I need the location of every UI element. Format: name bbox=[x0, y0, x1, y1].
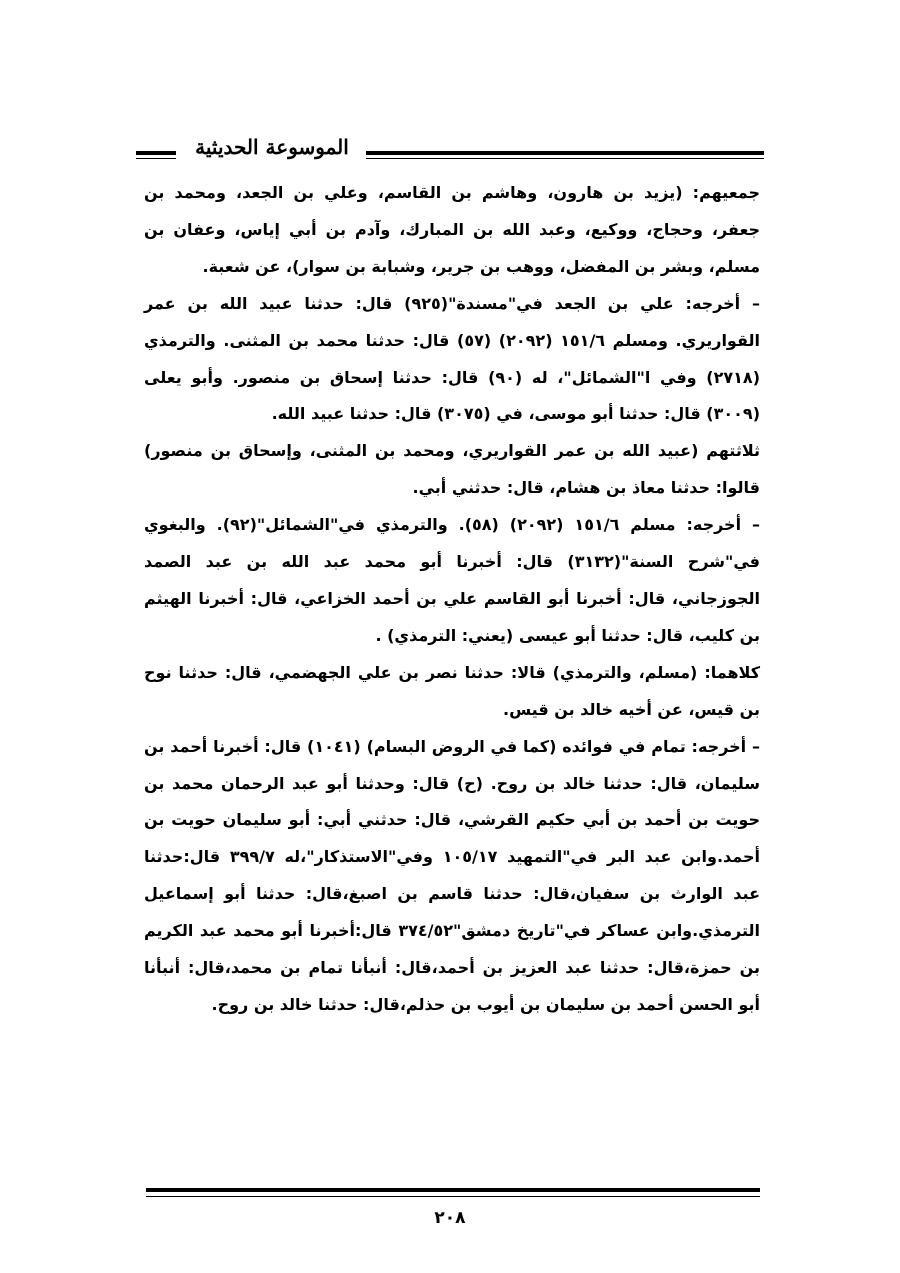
paragraph: – أخرجه: مسلم ١٥١/٦ (٢٠٩٢) (٥٨). والترمذي في"الشمائل"(٩٢). والبغوي في"شرح السنة"(٣١٣٢) قال: أخبرنا أبو محمد عبد الله بن عبد الصمد الجوزجاني، قال: أخبرنا أبو القاسم علي بن أحمد الخزاعي، قال: أخبرنا الهيثم بن كليب، قال: حدثنا أبو عيسى (يعني: الترمذي) . bbox=[144, 515, 761, 645]
header-rule-right bbox=[366, 151, 764, 155]
paragraph: – أخرجه: تمام في فوائده (كما في الروض البسام) (١٠٤١) قال: أخبرنا أحمد بن سليمان، قال: حدثنا خالد بن روح. (ح) قال: وحدثنا أبو عبد الرحمان محمد بن حويت بن أحمد بن أبي حكيم القرشي، قال: حدثني أبي: أبو سليمان حويت بن أحمد.وابن عبد البر في"التمهيد ١٠٥/١٧ وفي"الاستذكار"،له ٣٩٩/٧ قال:حدثنا عبد الوارث بن سفيان،قال: حدثنا قاسم بن اصبغ،قال: حدثنا أبو إسماعيل الترمذي.وابن عساكر في"تاريخ دمشق"٣٧٤/٥٢ قال:أخبرنا أبو محمد عبد الكريم بن حمزة،قال: حدثنا عبد العزيز بن أحمد،قال: أنبأنا تمام بن محمد،قال: أنبأنا أبو الحسن أحمد بن سليمان بن أيوب بن حذلم،قال: حدثنا خالد بن روح. bbox=[144, 736, 761, 1014]
footer-rule bbox=[146, 1188, 760, 1192]
paragraph: – أخرجه: علي بن الجعد في"مسندة"(٩٢٥) قال: حدثنا عبيد الله بن عمر القواريري. ومسلم ١٥١/٦ (٢٠٩٢) (٥٧) قال: حدثنا محمد بن المثنى. والترمذي (٢٧١٨) وفي ا"الشمائل"، له (٩٠) قال: حدثنا إسحاق بن منصور. وأبو يعلى (٣٠٠٩) قال: حدثنا أبو موسى، في (٣٠٧٥) قال: حدثنا عبيد الله. bbox=[144, 293, 761, 424]
footer-rule-thin bbox=[146, 1196, 760, 1197]
page-number: ٢٠٨ bbox=[434, 1208, 466, 1228]
header-rule-left-thin bbox=[136, 158, 176, 159]
paragraph: كلاهما: (مسلم، والترمذي) قالا: حدثنا نصر بن علي الجهضمي، قال: حدثنا نوح بن قيس، عن أخيه خالد بن قيس. bbox=[144, 662, 760, 719]
header-title: الموسوعة الحديثية bbox=[195, 135, 349, 159]
page-header bbox=[136, 133, 764, 173]
paragraph: جمعيهم: (يزيد بن هارون، وهاشم بن القاسم، وعلي بن الجعد، ومحمد بن جعفر، وحجاج، ووكيع، وعبد الله بن المبارك، وآدم بن أبي إياس، وعفان بن مسلم، وبشر بن المفضل، ووهب بن جرير، وشبابة بن سوار)، عن شعبة. bbox=[144, 183, 760, 276]
paragraph: ثلاثتهم (عبيد الله بن عمر القواريري، ومحمد بن المثنى، وإسحاق بن منصور) قالوا: حدثنا معاذ بن هشام، قال: حدثني أبي. bbox=[144, 441, 760, 498]
header-rule-left bbox=[136, 151, 176, 155]
header-rule-right-thin bbox=[366, 158, 764, 159]
body-text bbox=[144, 175, 760, 1024]
